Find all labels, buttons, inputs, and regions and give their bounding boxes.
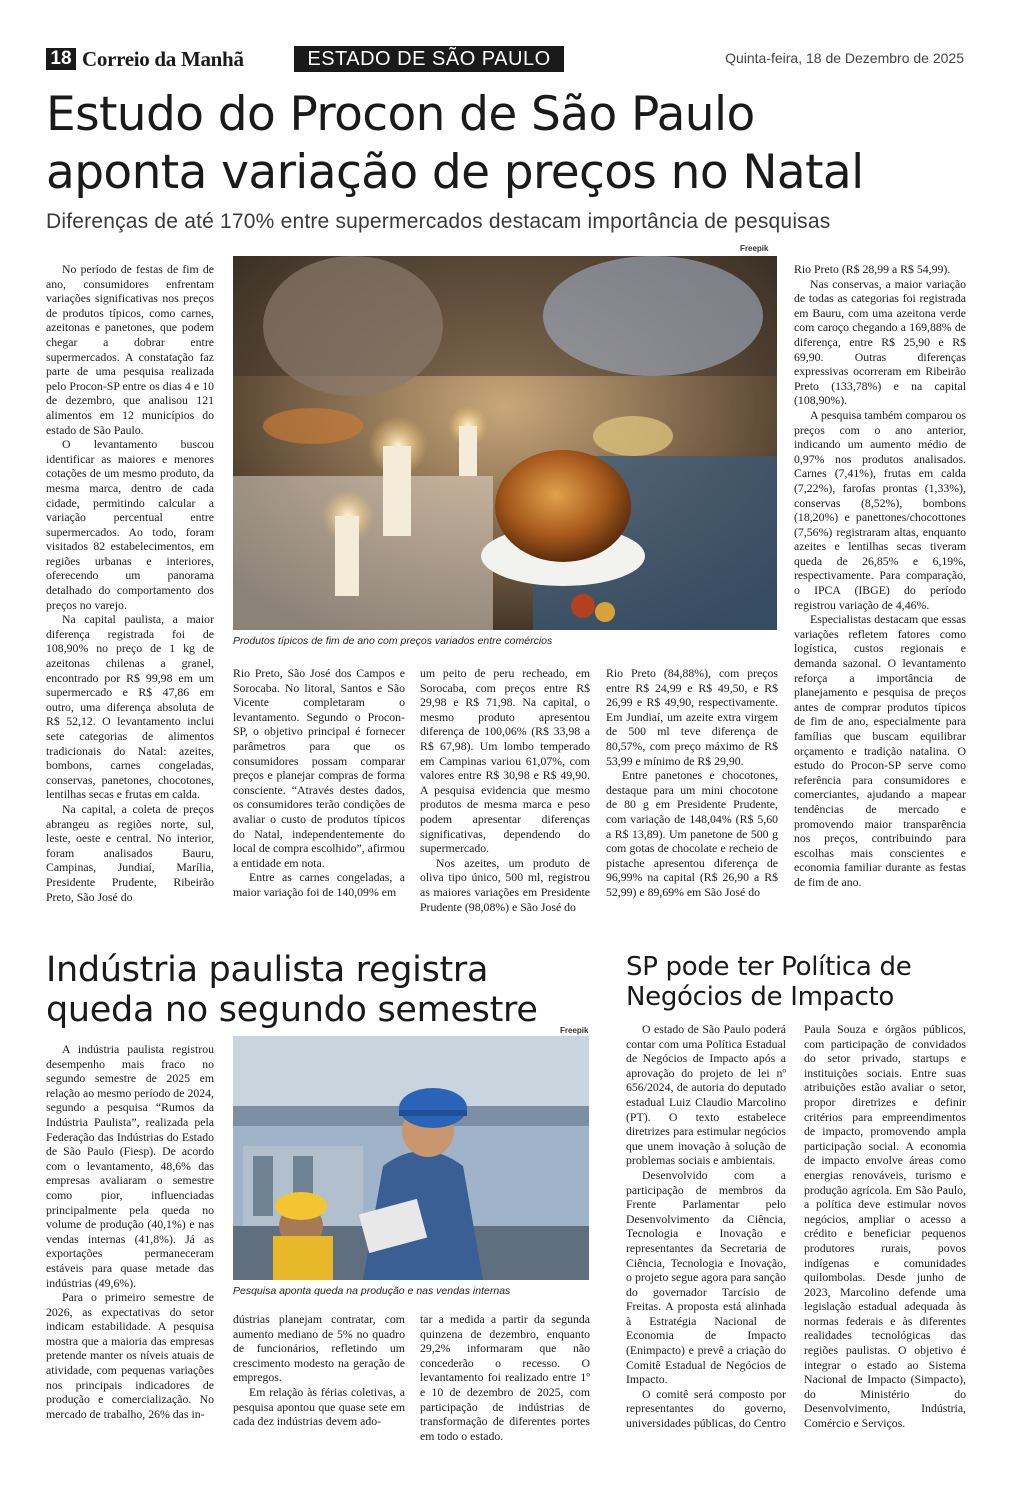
impact-article-col2: [804, 1022, 966, 1452]
christmas-dinner-image: [233, 256, 777, 630]
main-photo-credit: Freepik: [740, 244, 769, 253]
factory-worker-image: [233, 1036, 589, 1280]
industry-article-col3: [420, 1312, 590, 1462]
christmas-dinner-photo: [233, 256, 777, 630]
paragraph: No período de festas de fim de ano, consumidores enfrentam variações significativas nos preços de produtos típicos, como carnes, azeitonas e panetones, que podem chegar a dobrar entre supermercados. A constatação faz parte de uma pesquisa realizada pelo Procon-SP entre os dias 4 e 10 de dezembro, que analisou 121 alimentos em 12 municípios do estado de São Paulo.: [46, 262, 214, 437]
paragraph: tar a medida a partir da segunda quinzena de dezembro, enquanto 29,2% informaram que não concederão o recesso. O levantamento foi realizado entre 1º e 10 de dezembro de 2025, com participação de indústrias de transformação de diferentes portes em todo o estado.: [420, 1312, 590, 1443]
paragraph: O levantamento buscou identificar as maiores e menores cotações de um mesmo produto, da mesma marca, dentro de cada cidade, permitindo calcular a variação percentual entre supermercados. Ao todo, foram visitados 82 estabelecimentos, em regiões urbanas e interiores, oferecendo um panorama detalhado do comportamento dos preços no varejo.: [46, 437, 214, 612]
issue-date: Quinta-feira, 18 de Dezembro de 2025: [725, 50, 964, 66]
paragraph: Para o primeiro semestre de 2026, as expectativas do setor indicam estabilidade. A pesquisa mostra que a maioria das empresas pretende manter os níveis atuais de atividade, com pequenas variações nos principais indicadores de produção e comercialização. No mercado de trabalho, 26% das in-: [46, 1290, 214, 1421]
paragraph: Na capital paulista, a maior diferença registrada foi de 108,90% no preço de 1 kg de azeitonas chilenas a granel, encontrado por R$ 99,98 em um supermercado e R$ 47,86 em outro, uma diferença absoluta de R$ 52,12. O levantamento inclui sete categorias de alimentos tradicionais do Natal: azeites, bombons, carnes congeladas, conservas, panetones, chocotones, lentilhas secas e frutas em calda.: [46, 612, 214, 802]
main-photo-caption: Produtos típicos de fim de ano com preços variados entre comércios: [233, 635, 553, 647]
industry-headline-line1: Indústria paulista registra: [46, 950, 489, 990]
factory-worker-photo: [233, 1036, 589, 1280]
main-article-col3: [420, 666, 590, 928]
paragraph: Nos azeites, um produto de oliva tipo único, 500 ml, registrou as maiores variações em Presidente Prudente (98,08%) e São José do: [420, 855, 590, 914]
paragraph: Rio Preto (R$ 28,99 a R$ 54,99).: [794, 262, 951, 276]
paragraph: Paula Souza e órgãos públicos, com participação de convidados do setor privado, startups e instituições sociais. Entre suas atribuições estão avaliar o setor, propor diretrizes e definir critérios para empreendimentos de impacto, promovendo ampla participação social. A economia de impacto envolve áreas como energias renováveis, turismo e produção agrícola. Em São Paulo, a política deve estimular novos negócios, ampliar o acesso a crédito e beneficiar pequenos produtores rurais, povos indígenas e comunidades quilombolas. Desde junho de 2023, Marcolino defende uma legislação estadual adequada às normas federais e às diferentes realidades tecnológicas das regiões paulistas. O objetivo é integrar o estado ao Sistema Nacional de Impacto (Simpacto), do Ministério do Desenvolvimento, Indústria, Comércio e Serviços.: [804, 1022, 966, 1431]
paragraph: Especialistas destacam que essas variações refletem fatores como logística, custos regionais e demanda sazonal. O levantamento reforça a importância de planejamento e pesquisa de preços antes de comprar produtos típicos de fim de ano, especialmente para famílias que buscam equilibrar orçamento e tradição natalina. O estudo do Procon-SP serve como referência para consumidores e comerciantes, ajudando a mapear tendências de mercado e promovendo maior transparência nos preços, contribuindo para escolhas mais conscientes e economia familiar durante as festas de fim de ano.: [794, 612, 966, 889]
impact-headline: [626, 952, 976, 1012]
paragraph: A indústria paulista registrou desempenho mais fraco no segundo semestre de 2025 em relação ao mesmo período de 2024, segundo a pesquisa “Rumos da Indústria Paulista”, realizada pela Federação das Indústrias do Estado de São Paulo (Fiesp). De acordo com o levantamento, 48,6% das empresas avaliaram o semestre como pior, influenciadas principalmente pela queda no volume de produção (40,1%) e nas vendas internas (41,8%). Já as exportações permaneceram estáveis para quase metade das indústrias (49,6%).: [46, 1042, 214, 1290]
paragraph: Na capital, a coleta de preços abrangeu as regiões norte, sul, leste, oeste e central. No interior, foram analisados Bauru, Campinas, Jundiaí, Marília, Presidente Prudente, Ribeirão Preto, São José do: [46, 801, 214, 904]
paragraph: Entre as carnes congeladas, a maior variação foi de 140,09% em: [233, 870, 405, 899]
main-deck: Diferenças de até 170% entre supermercados destacam importância de pesquisas: [46, 210, 831, 233]
main-headline-line2: aponta variação de preços no Natal: [46, 145, 864, 200]
main-headline: [46, 86, 976, 202]
impact-headline-line2: Negócios de Impacto: [626, 982, 894, 1012]
section-label: ESTADO DE SÃO PAULO: [294, 46, 564, 72]
paragraph: Rio Preto (84,88%), com preços entre R$ 24,99 e R$ 49,50, e R$ 26,99 e R$ 49,90, respectivamente. Em Jundiaí, um azeite extra virgem de 500 ml teve diferença de 80,57%, com preço máximo de R$ 53,99 e mínimo de R$ 29,90.: [606, 666, 778, 768]
impact-article-col1: [626, 1022, 786, 1452]
paragraph: Entre panetones e chocotones, destaque para um mini chocotone de 80 g em Presidente Prudente, com variação de 148,04% (R$ 5,60 a R$ 13,89). Um panetone de 500 g com gotas de chocolate e recheio de pistache apresentou diferença de 96,99% na capital (R$ 26,90 a R$ 52,99) e 89,69% em São José do: [606, 768, 778, 899]
impact-headline-line1: SP pode ter Política de: [626, 952, 912, 982]
paragraph: Em relação às férias coletivas, a pesquisa apontou que quase sete em cada dez indústrias devem ado-: [233, 1384, 405, 1429]
page-number: 18: [46, 48, 76, 70]
paragraph: Rio Preto, São José dos Campos e Sorocaba. No litoral, Santos e São Vicente completaram o levantamento. Segundo o Procon-SP, o objetivo principal é fornecer parâmetros para que os consumidores possam comparar preços e planejar compras de forma consciente. “Através destes dados, os consumidores terão condições de avaliar o custo de produtos típicos do Natal, independentemente do local de compra escolhido”, afirmou a entidade em nota.: [233, 666, 405, 870]
industry-photo-caption: Pesquisa aponta queda na produção e nas vendas internas: [233, 1285, 511, 1297]
paragraph: A pesquisa também comparou os preços com o ano anterior, indicando um aumento médio de 0,97% nos produtos analisados. Carnes (7,41%), frutas em calda (7,22%), farofas prontas (1,33%), conservas (8,52%), bombons (18,20%) e panettones/chocottones (7,56%) registraram altas, enquanto azeites e lentilhas secas tiveram queda de 26,85% e 6,19%, respectivamente. Para comparação, o IPCA (IBGE) do período registrou variação de 4,46%.: [794, 407, 966, 612]
main-article-col5: [794, 262, 966, 928]
paragraph: Nas conservas, a maior variação de todas as categorias foi registrada em Bauru, com uma azeitona verde com caroço chegando a 169,88% de diferença, entre R$ 25,90 e R$ 69,90. Outras diferenças expressivas ocorreram em Ribeirão Preto (133,78%) e na capital (108,90%).: [794, 276, 966, 408]
newspaper-masthead: Correio da Manhã: [82, 47, 244, 71]
industry-article-col1: [46, 1042, 214, 1462]
industry-photo-credit: Freepik: [560, 1026, 589, 1035]
industry-headline-line2: queda no segundo semestre: [46, 990, 538, 1030]
paragraph: O estado de São Paulo poderá contar com uma Política Estadual de Negócios de Impacto após a aprovação do projeto de lei nº 656/2024, de autoria do deputado estadual Luiz Claudio Marcolino (PT). O texto estabelece diretrizes para estimular negócios que unem inovação à solução de problemas sociais e ambientais.: [626, 1022, 786, 1168]
paragraph: O comitê será composto por representantes do governo, universidades públicas, do Centro: [626, 1386, 786, 1431]
main-article-col2: [233, 666, 405, 928]
industry-headline: [46, 950, 606, 1030]
main-article-col1: [46, 262, 214, 928]
paragraph: Desenvolvido com a participação de membros da Frente Parlamentar pelo Desenvolvimento da Ciência, Tecnologia e Inovação e representantes da Secretaria de Ciência, Tecnologia e Inovação, o projeto segue agora para sanção do governador Tarcísio de Freitas. A proposta está alinhada à Estratégia Nacional de Economia de Impacto (Enimpacto) e prevê a criação do Comitê Estadual de Negócios de Impacto.: [626, 1167, 786, 1387]
industry-article-col2: [233, 1312, 405, 1462]
paragraph: um peito de peru recheado, em Sorocaba, com preços entre R$ 29,98 e R$ 71,98. Na capital, o mesmo produto apresentou diferença de 100,06% (R$ 33,98 a R$ 67,98). Um lombo temperado em Campinas variou 61,07%, com valores entre R$ 30,98 e R$ 49,90. A pesquisa evidencia que mesmo produtos de mesma marca e peso podem apresentar diferenças significativas, dependendo do supermercado.: [420, 666, 590, 856]
paragraph: dústrias planejam contratar, com aumento mediano de 5% no quadro de funcionários, refletindo um crescimento modesto na geração de empregos.: [233, 1312, 405, 1385]
main-article-col4: [606, 666, 778, 928]
main-headline-line1: Estudo do Procon de São Paulo: [46, 87, 755, 142]
